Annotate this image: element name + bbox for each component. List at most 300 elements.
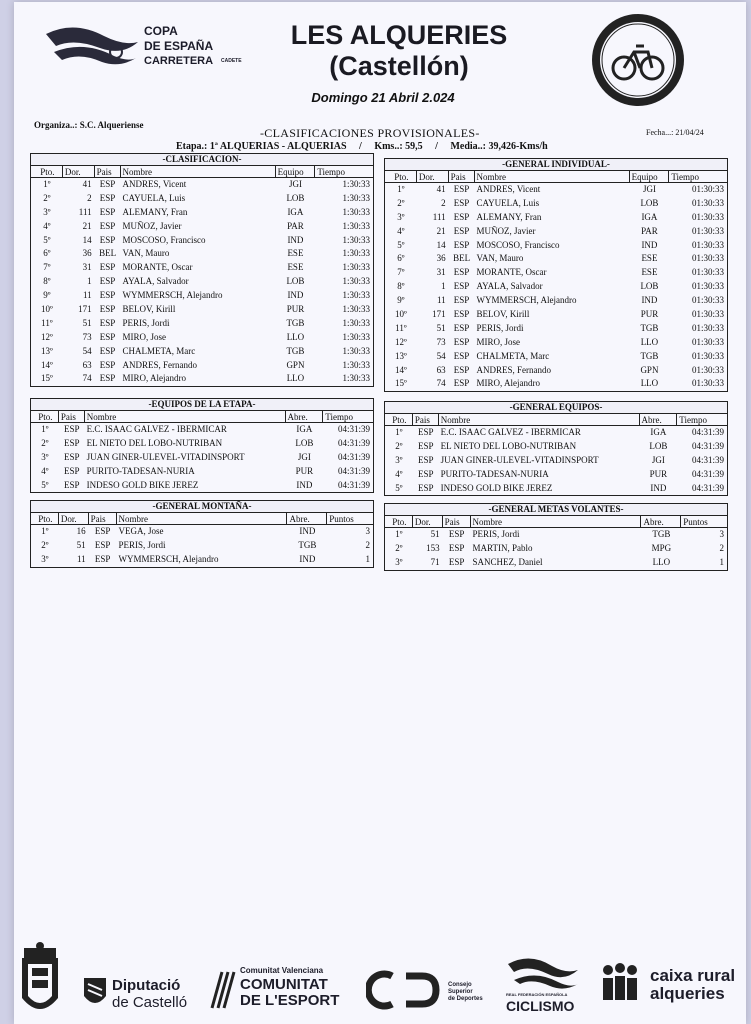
table-cell: ANDRES, Vicent [476,184,541,194]
table-cell: VAN, Mauro [122,248,170,259]
table-cell: 3º [41,553,49,564]
cv-line1: Comunitat Valenciana [240,966,324,975]
general-individual-table [384,158,728,392]
table-cell: JUAN GINER-ULEVEL-VITADINSPORT [440,454,599,465]
table-cell: MARTIN, Pablo [472,542,533,553]
table-cell: 1º [41,526,49,536]
table-body [30,423,374,493]
column-header: Nombre [471,516,642,528]
column-headers [384,516,728,528]
table-cell: ESP [99,317,116,328]
column-header: Nombre [121,166,276,178]
caixa-rural-icon [598,962,642,1002]
table-row [385,377,727,391]
logo-line1: COPA [144,24,178,38]
table-cell: 63 [436,364,446,375]
table-cell: 8º [397,281,405,292]
table-cell: CAYUELA, Luis [476,197,540,208]
table-row [31,261,373,275]
column-header: Abre. [287,513,327,525]
table-cell: 2º [395,440,403,451]
table-cell: 71 [430,556,440,567]
column-header: Nombre [85,411,286,423]
column-header: Nombre [117,513,288,525]
table-cell: 1:30:33 [342,206,370,217]
table-cell: ESP [453,364,470,375]
table-row [31,317,373,331]
caixa-line1: caixa rural [650,966,736,985]
table-row [31,331,373,345]
table-cell: IGA [287,206,304,217]
table-cell: 171 [78,304,92,315]
table-cell: TGB [652,529,671,539]
column-header: Pto. [385,171,417,183]
table-cell: BEL [99,248,117,259]
table-cell: 1º [397,184,405,194]
table-cell: 04:31:39 [337,465,370,476]
table-cell: 21 [436,225,446,236]
column-header: Dor. [59,513,89,525]
table-cell: 2º [43,192,51,203]
column-header: Tiempo [323,411,373,423]
table-cell: ESP [453,336,470,347]
table-cell: 4º [395,468,403,479]
table-cell: ESP [453,267,470,278]
table-cell: 74 [82,373,92,384]
diputacio-icon [82,976,108,1010]
table-cell: 01:30:33 [691,239,724,250]
table-title: -EQUIPOS DE LA ETAPA- [30,398,374,411]
table-cell: EL NIETO DEL LOBO-NUTRIBAN [440,440,577,451]
table-cell: 5º [395,482,403,493]
table-cell: 8º [43,276,51,287]
column-header: Puntos [681,516,727,528]
table-cell: 01:30:33 [691,309,724,320]
table-row [385,266,727,280]
copa-swoosh-icon [44,22,140,68]
table-cell: ESP [63,465,80,476]
csd-line1: Consejo [448,982,472,988]
table-cell: JUAN GINER-ULEVEL-VITADINSPORT [86,451,245,462]
table-cell: TGB [286,317,305,328]
table-cell: WYMMERSCH, Alejandro [476,295,577,306]
table-cell: PURITO-TADESAN-NURIA [440,468,549,479]
sheet-date: Fecha...: 21/04/24 [646,128,704,137]
table-cell: LOB [286,276,305,287]
diputacio-line2: de Castelló [112,994,188,1011]
table-cell: ESP [63,451,80,462]
table-cell: ESP [99,290,116,301]
general-equipos-table [384,401,728,496]
table-cell: IND [641,239,658,250]
table-cell: 4º [397,225,405,236]
table-cell: ESP [453,184,470,194]
table-cell: 21 [82,220,92,231]
table-cell: ANDRES, Vicent [122,179,187,189]
table-row [385,211,727,225]
column-header: Pais [59,411,85,423]
table-cell: MIRO, Jose [476,336,520,347]
column-header: Dor. [413,516,443,528]
table-row [31,206,373,220]
separator: / [359,141,362,152]
table-cell: ESP [448,542,465,553]
table-cell: ESE [287,262,304,273]
table-row [385,336,727,350]
table-cell: ESP [94,553,111,564]
table-cell: 11 [77,553,86,564]
table-cell: 1 [87,276,92,287]
event-date: Domingo 21 Abril 2.024 [311,90,455,105]
table-cell: 74 [436,378,446,389]
table-cell: 5º [397,239,405,250]
clasificacion-table [30,153,374,387]
table-cell: 1:30:33 [342,179,370,189]
table-cell: 12º [395,336,407,347]
table-cell: TGB [298,539,317,550]
table-cell: 01:30:33 [691,184,724,194]
table-cell: 2 [87,192,92,203]
table-cell: 01:30:33 [691,225,724,236]
table-cell: 01:30:33 [691,350,724,361]
table-cell: 01:30:33 [691,197,724,208]
table-cell: CAYUELA, Luis [122,192,186,203]
table-cell: 1:30:33 [342,262,370,273]
table-cell: 4º [43,220,51,231]
table-cell: 1 [441,281,446,292]
table-cell: ESP [99,206,116,217]
table-row [385,183,727,197]
table-cell: 1:30:33 [342,234,370,245]
table-cell: 1:30:33 [342,192,370,203]
column-headers [30,513,374,525]
section-title: -CLASIFICACIONES PROVISIONALES- [260,126,480,140]
stage-kms: Kms..: 59,5 [374,141,423,152]
table-cell: LLO [652,556,671,567]
table-cell: 1 [365,553,370,564]
table-cell: 10º [41,304,53,315]
table-cell: 2º [41,539,49,550]
table-cell: 1:30:33 [342,276,370,287]
table-row [31,525,373,539]
table-row [385,482,727,496]
table-cell: 14 [82,234,92,245]
table-cell: LOB [295,437,314,448]
column-header: Dor. [417,171,449,183]
table-cell: JGI [288,179,302,189]
table-cell: 1:30:33 [342,345,370,356]
table-title: -GENERAL METAS VOLANTES- [384,503,728,516]
caixa-line2: alqueries [650,984,725,1003]
table-cell: 6º [43,248,51,259]
table-cell: IND [287,290,304,301]
table-cell: ESE [287,248,304,259]
table-cell: TGB [640,350,659,361]
column-header: Abre. [640,414,678,426]
table-cell: MORANTE, Oscar [122,262,193,273]
table-cell: 2 [365,539,370,550]
table-cell: 1:30:33 [342,304,370,315]
column-header: Tiempo [315,166,373,178]
table-row [31,234,373,248]
table-cell: 12º [41,331,53,342]
table-row [385,542,727,556]
table-cell: 36 [82,248,92,259]
table-cell: ESP [99,234,116,245]
table-cell: VAN, Mauro [476,253,524,264]
column-header: Abre. [641,516,681,528]
table-cell: E.C. ISAAC GALVEZ - IBERMICAR [86,424,227,434]
title-line1: LES ALQUERIES [290,20,508,50]
table-cell: ESP [99,345,116,356]
table-cell: WYMMERSCH, Alejandro [122,290,223,301]
title-line2: (Castellón) [329,51,469,81]
table-cell: LLO [640,378,659,389]
table-row [385,280,727,294]
table-cell: ESP [94,526,111,536]
table-cell: PERIS, Jordi [118,539,166,550]
table-cell: ESP [453,225,470,236]
table-cell: PERIS, Jordi [472,529,520,539]
table-cell: 36 [436,253,446,264]
table-row [31,437,373,451]
table-cell: PERIS, Jordi [122,317,170,328]
table-cell: PERIS, Jordi [476,322,524,333]
table-cell: 1:30:33 [342,359,370,370]
table-cell: ESP [417,427,434,437]
town-crest-icon [14,940,66,1024]
table-cell: LOB [649,440,668,451]
table-cell: ESP [99,220,116,231]
table-cell: PAR [641,225,658,236]
column-header: Pto. [31,513,59,525]
table-row [31,372,373,386]
table-cell: EL NIETO DEL LOBO-NUTRIBAN [86,437,223,448]
table-cell: ESE [641,253,658,264]
table-cell: 11º [41,317,53,328]
column-header: Pais [89,513,117,525]
table-cell: ANDRES, Fernando [476,364,551,375]
table-cell: 10º [395,309,407,320]
table-row [385,454,727,468]
table-cell: WYMMERSCH, Alejandro [118,553,219,564]
table-cell: ALEMANY, Fran [476,211,542,222]
table-cell: 04:31:39 [337,451,370,462]
table-cell: MOSCOSO, Francisco [122,234,206,245]
table-cell: 04:31:39 [691,427,724,437]
rfec-line1: REAL FEDERACIÓN ESPAÑOLA [506,992,568,997]
table-cell: INDESO GOLD BIKE JEREZ [440,482,553,493]
table-cell: 01:30:33 [691,267,724,278]
table-cell: JGI [642,184,656,194]
table-row [385,252,727,266]
table-row [385,364,727,378]
table-cell: 01:30:33 [691,364,724,375]
table-cell: GPN [640,364,659,375]
table-cell: ESP [99,262,116,273]
table-cell: JGI [297,451,311,462]
table-cell: ESP [99,179,116,189]
table-cell: ESP [63,437,80,448]
column-header: Pais [443,516,471,528]
table-cell: LLO [640,336,659,347]
table-body [384,528,728,571]
table-cell: 15º [41,373,53,384]
column-header: Dor. [63,166,95,178]
table-cell: ESP [453,239,470,250]
table-cell: ESP [453,309,470,320]
csd-icon [366,970,442,1010]
table-cell: 1º [395,529,403,539]
table-cell: 5º [43,234,51,245]
table-cell: 111 [78,206,92,217]
table-cell: ESP [417,440,434,451]
table-cell: 04:31:39 [337,479,370,490]
column-header: Pto. [31,411,59,423]
table-cell: 2º [395,542,403,553]
table-title: -CLASIFICACION- [30,153,374,166]
table-cell: 171 [432,309,446,320]
table-cell: 1º [395,427,403,437]
table-cell: 01:30:33 [691,253,724,264]
table-cell: ESP [99,331,116,342]
table-cell: 13º [41,345,53,356]
table-cell: 01:30:33 [691,322,724,333]
table-cell: ESP [417,454,434,465]
table-row [385,197,727,211]
table-cell: ESP [453,281,470,292]
table-cell: MUÑOZ, Javier [122,220,182,231]
table-cell: BEL [453,253,471,264]
logo-line2: DE ESPAÑA [144,39,214,53]
column-headers [384,414,728,426]
table-cell: ESP [94,539,111,550]
table-row [385,468,727,482]
table-cell: IND [296,479,313,490]
column-header: Nombre [475,171,630,183]
club-seal-icon [590,12,686,108]
table-cell: LLO [286,331,305,342]
organizer: Organiza..: S.C. Alqueriense [34,120,144,130]
table-cell: 111 [432,211,446,222]
table-cell: 51 [436,322,446,333]
column-header: Pto. [385,414,413,426]
table-cell: 73 [82,331,92,342]
rfec-icon [506,954,580,990]
table-row [385,225,727,239]
table-cell: 1:30:33 [342,248,370,259]
table-body [384,183,728,392]
table-cell: 1:30:33 [342,373,370,384]
table-cell: 7º [43,262,51,273]
table-cell: 04:31:39 [691,468,724,479]
table-cell: BELOV, Kirill [122,304,176,315]
table-cell: LOB [640,281,659,292]
table-cell: MPG [651,542,672,553]
rfec-line2: CICLISMO [506,998,575,1014]
table-cell: ESP [453,197,470,208]
table-body [384,426,728,496]
table-row [31,465,373,479]
table-cell: 04:31:39 [337,437,370,448]
table-cell: 2 [719,542,724,553]
table-cell: BELOV, Kirill [476,309,530,320]
table-cell: JGI [651,454,665,465]
table-cell: 04:31:39 [337,424,370,434]
table-cell: 153 [426,542,440,553]
table-cell: 04:31:39 [691,482,724,493]
csd-line3: de Deportes [448,996,483,1002]
column-header: Pto. [385,516,413,528]
table-cell: ESE [641,267,658,278]
table-cell: ESP [453,211,470,222]
table-cell: 14º [41,359,53,370]
table-row [385,426,727,440]
column-header: Pais [449,171,475,183]
table-cell: ESP [99,276,116,287]
table-cell: IGA [296,424,313,434]
column-header: Equipo [276,166,316,178]
table-body [30,178,374,387]
table-cell: 1º [43,179,51,189]
table-cell: 63 [82,359,92,370]
table-cell: MIRO, Alejandro [122,373,186,384]
table-cell: PAR [287,220,304,231]
table-cell: INDESO GOLD BIKE JEREZ [86,479,199,490]
table-cell: ESP [448,529,465,539]
column-header: Pais [95,166,121,178]
table-cell: 31 [82,262,92,273]
table-cell: TGB [286,345,305,356]
table-cell: ESP [63,424,80,434]
table-cell: ESP [453,350,470,361]
table-cell: ESP [453,322,470,333]
table-cell: ESP [99,373,116,384]
page-title [268,20,530,82]
table-cell: IND [299,553,316,564]
table-cell: 3º [43,206,51,217]
table-cell: 11 [436,295,446,306]
table-row [31,359,373,373]
table-row [31,303,373,317]
table-title: -GENERAL MONTAÑA- [30,500,374,513]
table-cell: ESP [63,479,80,490]
table-title: -GENERAL EQUIPOS- [384,401,728,414]
table-row [31,479,373,493]
column-header: Puntos [327,513,373,525]
column-header: Equipo [630,171,670,183]
table-cell: 1:30:33 [342,220,370,231]
column-headers [30,411,374,423]
table-cell: PUR [286,304,305,315]
table-cell: ALEMANY, Fran [122,206,188,217]
table-cell: 41 [436,184,446,194]
table-row [385,528,727,542]
general-metas-volantes-table [384,503,728,571]
table-row [31,423,373,437]
table-cell: SANCHEZ, Daniel [472,556,543,567]
table-row [385,308,727,322]
table-row [385,322,727,336]
table-row [31,220,373,234]
table-title: -GENERAL INDIVIDUAL- [384,158,728,171]
table-cell: VEGA, Jose [118,526,164,536]
table-row [31,178,373,192]
table-cell: MIRO, Alejandro [476,378,540,389]
table-cell: MOSCOSO, Francisco [476,239,560,250]
diputacio-line1: Diputació [112,977,181,994]
stage-average: Media..: 39,426-Kms/h [450,141,548,152]
